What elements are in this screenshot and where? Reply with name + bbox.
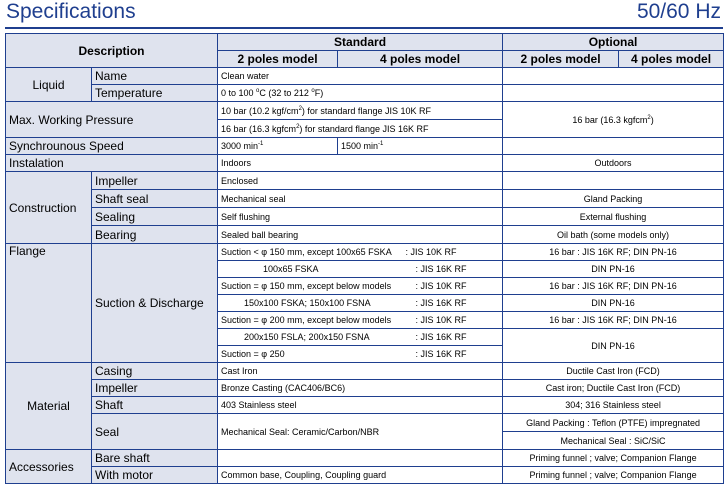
flange-r2-left: 100x65 FSKA (218, 261, 338, 278)
construction-impeller-label: Impeller (92, 172, 218, 190)
page-title: Specifications (6, 0, 136, 23)
construction-seal-std: Mechanical seal (218, 190, 503, 208)
accessories-bare-label: Bare shaft (92, 450, 218, 467)
pressure-label: Max. Working Pressure (6, 102, 218, 138)
pressure-std-16k: 16 bar (16.3 kgfcm$^2$) for standard flange JIS 16K RF (218, 120, 503, 138)
flange-r6-opt: DIN PN-16 (503, 329, 724, 363)
material-casing-opt: Ductile Cast Iron (FCD) (503, 363, 724, 380)
material-shaft-label: Shaft (92, 397, 218, 414)
accessories-bare-std (218, 450, 503, 467)
speed-label: Synchrounous Speed (6, 138, 218, 155)
construction-bearing-label: Bearing (92, 226, 218, 244)
flange-r5-opt: 16 bar : JIS 16K RF; DIN PN-16 (503, 312, 724, 329)
flange-r4-right: : JIS 16K RF (338, 295, 503, 312)
speed-std-2poles: 3000 $\min^{-1}$ (218, 138, 338, 155)
header-std-2poles: 2 poles model (218, 51, 338, 68)
flange-r3-right: : JIS 10K RF (338, 278, 503, 295)
material-shaft-std: 403 Stainless steel (218, 397, 503, 414)
flange-r7-left: Suction = φ 250 (218, 346, 338, 363)
construction-bearing-std: Sealed ball bearing (218, 226, 503, 244)
pressure-opt: 16 bar (16.3 kgfcm$^2$) (503, 102, 724, 138)
material-seal-label: Seal (92, 414, 218, 450)
flange-r1-left: Suction < φ 150 mm, except 100x65 FSKA (218, 244, 338, 261)
specifications-table (5, 33, 724, 484)
construction-impeller-opt (503, 172, 724, 190)
flange-r1-right: : JIS 10K RF (338, 244, 503, 261)
construction-impeller-std: Enclosed (218, 172, 503, 190)
flange-r5-left: Suction = φ 200 mm, except below models (218, 312, 338, 329)
accessories-motor-label: With motor (92, 467, 218, 484)
material-seal-std: Mechanical Seal: Ceramic/Carbon/NBR (218, 414, 503, 450)
construction-sealing-std: Self flushing (218, 208, 503, 226)
header-opt-4poles: 4 poles model (619, 51, 724, 68)
speed-opt (503, 138, 724, 155)
liquid-label: Liquid (6, 68, 92, 102)
accessories-motor-std: Common base, Coupling, Coupling guard (218, 467, 503, 484)
liquid-name-std: Clean water (218, 68, 503, 85)
flange-r2-right: : JIS 16K RF (338, 261, 503, 278)
flange-r5-right: : JIS 10K RF (338, 312, 503, 329)
material-label: Material (6, 363, 92, 450)
material-impeller-label: Impeller (92, 380, 218, 397)
installation-label: Instalation (6, 155, 218, 172)
construction-sealing-opt: External flushing (503, 208, 724, 226)
construction-label: Construction (6, 172, 92, 244)
material-impeller-opt: Cast iron; Ductile Cast Iron (FCD) (503, 380, 724, 397)
material-casing-label: Casing (92, 363, 218, 380)
material-casing-std: Cast Iron (218, 363, 503, 380)
installation-opt: Outdoors (503, 155, 724, 172)
construction-seal-label: Shaft seal (92, 190, 218, 208)
liquid-temp-label: Temperature (92, 85, 218, 102)
speed-std-4poles: 1500 $\min^{-1}$ (338, 138, 503, 155)
frequency-label: 50/60 Hz (636, 0, 721, 23)
title-divider (5, 27, 723, 29)
header-standard: Standard (218, 34, 503, 51)
flange-r3-opt: 16 bar : JIS 16K RF; DIN PN-16 (503, 278, 724, 295)
liquid-name-label: Name (92, 68, 218, 85)
header-description: Description (6, 34, 218, 68)
flange-r4-left: 150x100 FSKA; 150x100 FSNA (218, 295, 338, 312)
header-std-4poles: 4 poles model (338, 51, 503, 68)
flange-label: Flange (6, 244, 92, 363)
accessories-label: Accessories (6, 450, 92, 484)
accessories-bare-opt: Priming funnel ; valve; Companion Flange (503, 450, 724, 467)
liquid-temp-opt (503, 85, 724, 102)
flange-r2-opt: DIN PN-16 (503, 261, 724, 278)
material-seal-opt-gland: Gland Packing : Teflon (PTFE) impregnated (503, 414, 724, 432)
installation-std: Indoors (218, 155, 503, 172)
header-optional: Optional (503, 34, 724, 51)
flange-r7-right: : JIS 16K RF (338, 346, 503, 363)
flange-r6-right: : JIS 16K RF (338, 329, 503, 346)
material-impeller-std: Bronze Casting (CAC406/BC6) (218, 380, 503, 397)
pressure-std-10k: 10 bar (10.2 kgf/$cm^2$) for standard flange JIS 10K RF (218, 102, 503, 120)
flange-r3-left: Suction = φ 150 mm, except below models (218, 278, 338, 295)
flange-sub-label: Suction & Discharge (92, 244, 218, 363)
construction-bearing-opt: Oil bath (some models only) (503, 226, 724, 244)
flange-r6-left: 200x150 FSLA; 200x150 FSNA (218, 329, 338, 346)
flange-r4-opt: DIN PN-16 (503, 295, 724, 312)
liquid-temp-std: 0 to 100 $^o$C (32 to 212 $^o$F) (218, 85, 503, 102)
liquid-name-opt (503, 68, 724, 85)
construction-seal-opt: Gland Packing (503, 190, 724, 208)
construction-sealing-label: Sealing (92, 208, 218, 226)
flange-r1-opt: 16 bar : JIS 16K RF; DIN PN-16 (503, 244, 724, 261)
material-shaft-opt: 304; 316 Stainless steel (503, 397, 724, 414)
header-opt-2poles: 2 poles model (503, 51, 619, 68)
material-seal-opt-mech: Mechanical Seal : SiC/SiC (503, 432, 724, 450)
accessories-motor-opt: Priming funnel ; valve; Companion Flange (503, 467, 724, 484)
